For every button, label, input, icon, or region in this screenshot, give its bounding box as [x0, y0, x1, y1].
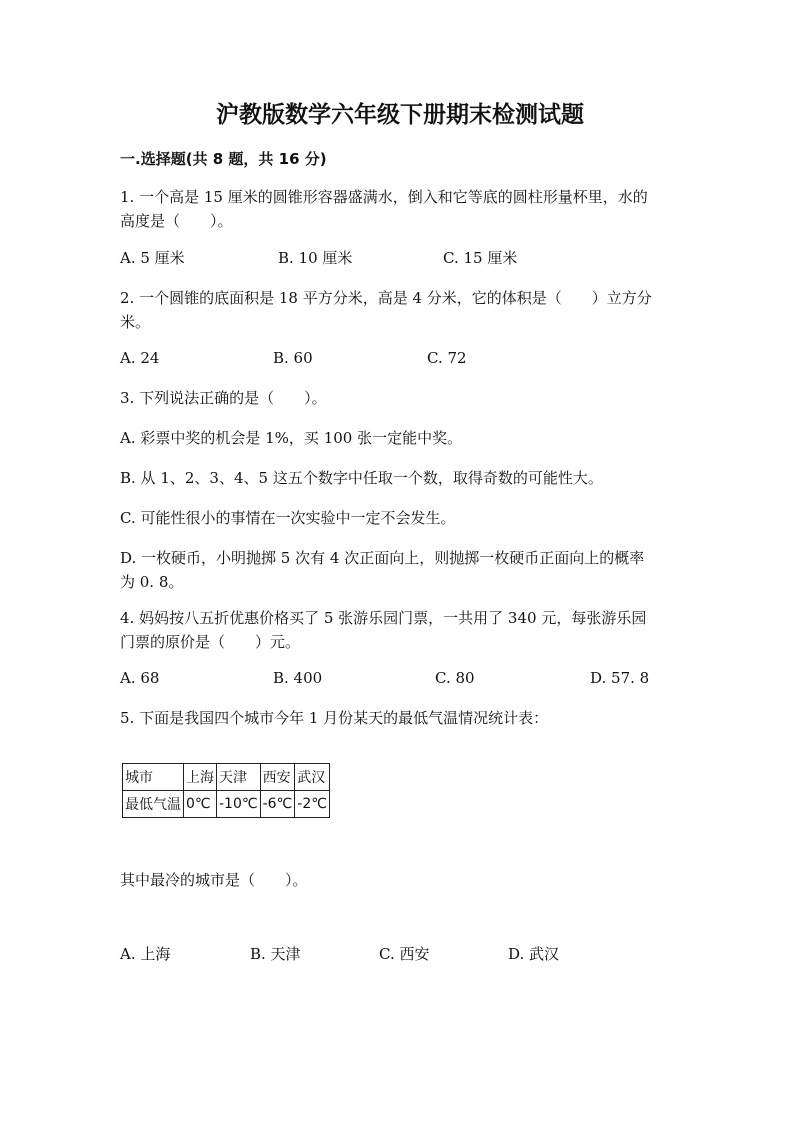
question-4-option-c: C. 80: [435, 669, 475, 687]
table-cell: -6℃: [260, 791, 295, 818]
question-4-line-2: 门票的原价是（ ）元。: [120, 633, 301, 651]
table-row: [123, 791, 330, 818]
question-5-option-d: D. 武汉: [508, 945, 560, 963]
table-cell: 天津: [217, 764, 261, 791]
question-1-option-a: A. 5 厘米: [120, 249, 185, 267]
question-5-option-c: C. 西安: [379, 945, 430, 963]
question-5-option-a: A. 上海: [120, 945, 171, 963]
table-cell: -2℃: [295, 791, 330, 818]
question-3-stem: 3. 下列说法正确的是（ ）。: [120, 389, 327, 407]
question-5-stem: 5. 下面是我国四个城市今年 1 月份某天的最低气温情况统计表：: [120, 709, 549, 727]
table-cell: 城市: [123, 764, 184, 791]
table-cell: -10℃: [217, 791, 261, 818]
table-cell: 最低气温: [123, 791, 184, 818]
question-1-option-c: C. 15 厘米: [443, 249, 518, 267]
question-2-option-b: B. 60: [273, 349, 313, 367]
question-2-option-c: C. 72: [427, 349, 467, 367]
question-3-option-d-line-1: D. 一枚硬币，小明抛掷 5 次有 4 次正面向上，则抛掷一枚硬币正面向上的概率: [120, 549, 645, 567]
question-5-option-b: B. 天津: [250, 945, 301, 963]
question-2-option-a: A. 24: [120, 349, 160, 367]
question-3-option-c: C. 可能性很小的事情在一次实验中一定不会发生。: [120, 509, 456, 527]
table-cell: 武汉: [295, 764, 330, 791]
page-title: 沪教版数学六年级下册期末检测试题: [216, 102, 584, 128]
table-header-row: [123, 764, 330, 791]
question-4-option-d: D. 57. 8: [590, 669, 650, 687]
question-1-line-2: 高度是（ ）。: [120, 212, 233, 230]
table-cell: 上海: [184, 764, 217, 791]
question-4-line-1: 4. 妈妈按八五折优惠价格买了 5 张游乐园门票，一共用了 340 元，每张游乐园: [120, 609, 647, 627]
question-1-option-b: B. 10 厘米: [278, 249, 353, 267]
question-3-option-a: A. 彩票中奖的机会是 1%，买 100 张一定能中奖。: [120, 429, 463, 447]
question-4-option-a: A. 68: [120, 669, 160, 687]
question-4-option-b: B. 400: [273, 669, 323, 687]
question-5-question: 其中最冷的城市是（ ）。: [120, 871, 308, 889]
table-cell: 0℃: [184, 791, 217, 818]
question-3-option-d-line-2: 为 0. 8。: [120, 573, 184, 591]
question-2-line-1: 2. 一个圆锥的底面积是 18 平方分米，高是 4 分米，它的体积是（ ）立方分: [120, 289, 652, 307]
table-cell: 西安: [260, 764, 295, 791]
temperature-table: [122, 763, 330, 818]
question-2-line-2: 米。: [120, 313, 151, 331]
section-header: 一.选择题(共 8 题，共 16 分): [120, 150, 327, 168]
question-1-line-1: 1. 一个高是 15 厘米的圆锥形容器盛满水，倒入和它等底的圆柱形量杯里，水的: [120, 188, 648, 206]
question-3-option-b: B. 从 1、2、3、4、5 这五个数字中任取一个数，取得奇数的可能性大。: [120, 469, 603, 487]
